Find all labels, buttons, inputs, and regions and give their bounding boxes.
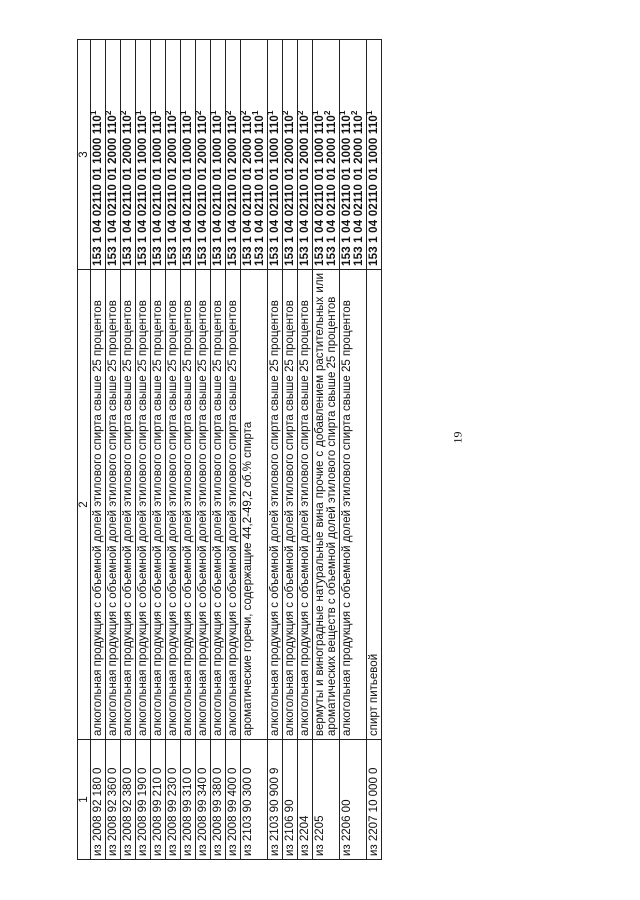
classifier-code-text: 153 1 04 02110 01 2000 110 <box>197 114 209 266</box>
tnved-code-cell: из 2008 92 360 0 <box>106 740 121 860</box>
classifier-code-superscript: 1 <box>179 110 189 115</box>
classifier-code-line <box>194 43 209 266</box>
classifier-code-cell <box>283 40 298 270</box>
classifier-code-superscript: 2 <box>104 110 114 115</box>
description-cell: алкогольная продукция с объемной долей этилового спирта свыше 25 процентов <box>91 270 106 740</box>
classifier-code-superscript: 1 <box>365 110 375 115</box>
classifier-code-superscript: 1 <box>338 110 348 115</box>
classifier-code-text: 153 1 04 02110 01 1000 110 <box>182 114 194 266</box>
description-cell: алкогольная продукция с объемной долей этилового спирта свыше 25 процентов <box>151 270 166 740</box>
tnved-code-cell: из 2008 92 180 0 <box>91 740 106 860</box>
classifier-code-text: 153 1 04 02110 01 2000 110 <box>122 114 134 266</box>
description-cell: алкогольная продукция с объемной долей этилового спирта свыше 25 процентов <box>196 270 211 740</box>
classifier-code-text: 153 1 04 02110 01 1000 110 <box>314 114 326 266</box>
description-cell: алкогольная продукция с объемной долей этилового спирта свыше 25 процентов <box>106 270 121 740</box>
table-row <box>313 40 340 860</box>
classifier-code-text: 153 1 04 02110 01 2000 110 <box>107 114 119 266</box>
tnved-code-cell: из 2008 99 400 0 <box>226 740 241 860</box>
table-row <box>91 40 106 860</box>
description-cell: ароматические горечи, содержащие 44,2-49,2 об.% спирта <box>241 270 268 740</box>
tnved-code-cell: из 2205 <box>313 740 340 860</box>
description-cell: алкогольная продукция с объемной долей этилового спирта свыше 25 процентов <box>211 270 226 740</box>
classifier-code-text: 153 1 04 02110 01 1000 110 <box>212 114 224 266</box>
classifier-code-superscript: 1 <box>311 110 321 115</box>
classifier-code-cell <box>151 40 166 270</box>
classifier-code-superscript: 2 <box>350 110 360 115</box>
tnved-code-cell: из 2008 92 380 0 <box>121 740 136 860</box>
classifier-code-line <box>89 43 104 266</box>
classifier-code-line <box>224 43 239 266</box>
classifier-code-superscript: 2 <box>323 110 333 115</box>
classifier-code-cell <box>196 40 211 270</box>
classifier-code-line <box>323 43 338 266</box>
tnved-code-cell: из 2008 99 230 0 <box>166 740 181 860</box>
classifier-code-cell <box>121 40 136 270</box>
tnved-code-cell: из 2204 <box>298 740 313 860</box>
classifier-code-superscript: 2 <box>239 110 249 115</box>
table-row <box>181 40 196 860</box>
classifier-code-line <box>311 43 326 266</box>
classifier-code-text: 153 1 04 02110 01 1000 110 <box>254 114 266 266</box>
table-row <box>241 40 268 860</box>
header-col-2: 2 <box>78 270 91 740</box>
table-row <box>121 40 136 860</box>
classifier-code-cell <box>211 40 226 270</box>
tnved-code-cell: из 2103 90 300 0 <box>241 740 268 860</box>
description-cell: алкогольная продукция с объемной долей этилового спирта свыше 25 процентов <box>166 270 181 740</box>
tnved-code-cell: из 2206 00 <box>340 740 367 860</box>
classifier-code-cell <box>136 40 151 270</box>
classifier-code-superscript: 2 <box>296 110 306 115</box>
tnved-code-cell: из 2008 99 340 0 <box>196 740 211 860</box>
classifier-code-cell <box>181 40 196 270</box>
classifier-code-line <box>179 43 194 266</box>
description-cell: алкогольная продукция с объемной долей этилового спирта свыше 25 процентов <box>121 270 136 740</box>
table-row <box>151 40 166 860</box>
classifier-code-cell <box>298 40 313 270</box>
classifier-code-superscript: 1 <box>89 110 99 115</box>
description-cell: алкогольная продукция с объемной долей этилового спирта свыше 25 процентов <box>298 270 313 740</box>
classifier-code-text: 153 1 04 02110 01 1000 110 <box>269 114 281 266</box>
page-number: 19 <box>450 431 465 444</box>
classifier-code-line <box>251 43 266 266</box>
header-col-1: 1 <box>78 740 91 860</box>
tnved-code-cell: из 2106 90 <box>283 740 298 860</box>
header-row <box>78 40 91 860</box>
classifier-code-text: 153 1 04 02110 01 2000 110 <box>299 114 311 266</box>
description-cell: алкогольная продукция с объемной долей этилового спирта свыше 25 процентов <box>181 270 196 740</box>
classifier-code-text: 153 1 04 02110 01 1000 110 <box>137 114 149 266</box>
classifier-code-line <box>266 43 281 266</box>
classifier-code-cell <box>166 40 181 270</box>
description-cell: алкогольная продукция с объемной долей этилового спирта свыше 25 процентов <box>226 270 241 740</box>
classifier-code-line <box>239 43 254 266</box>
table-row <box>106 40 121 860</box>
classifier-code-superscript: 1 <box>149 110 159 115</box>
classifier-code-cell <box>367 40 382 270</box>
tnved-code-cell: из 2008 99 210 0 <box>151 740 166 860</box>
classifier-code-line <box>209 43 224 266</box>
classifier-code-text: 153 1 04 02110 01 2000 110 <box>227 114 239 266</box>
tnved-code-cell: из 2008 99 310 0 <box>181 740 196 860</box>
classifier-code-line <box>281 43 296 266</box>
classifier-code-cell <box>313 40 340 270</box>
table-row <box>268 40 283 860</box>
classifier-code-superscript: 2 <box>281 110 291 115</box>
classifier-code-cell <box>340 40 367 270</box>
classifier-code-text: 153 1 04 02110 01 2000 110 <box>353 114 365 266</box>
description-cell: алкогольная продукция с объемной долей этилового спирта свыше 25 процентов <box>136 270 151 740</box>
classifier-code-text: 153 1 04 02110 01 1000 110 <box>152 114 164 266</box>
classifier-code-superscript: 1 <box>266 110 276 115</box>
tnved-code-cell: из 2103 90 900 9 <box>268 740 283 860</box>
table-row <box>166 40 181 860</box>
classifier-code-cell <box>226 40 241 270</box>
table-row <box>136 40 151 860</box>
table-row <box>196 40 211 860</box>
classifier-code-cell <box>268 40 283 270</box>
tnved-code-cell: из 2008 99 380 0 <box>211 740 226 860</box>
classifier-code-text: 153 1 04 02110 01 2000 110 <box>167 114 179 266</box>
description-cell: алкогольная продукция с объемной долей этилового спирта свыше 25 процентов <box>268 270 283 740</box>
classifier-code-cell <box>91 40 106 270</box>
classifier-code-superscript: 1 <box>134 110 144 115</box>
classifier-code-line <box>164 43 179 266</box>
table-row <box>211 40 226 860</box>
tnved-code-cell: из 2207 10 000 0 <box>367 740 382 860</box>
description-cell: алкогольная продукция с объемной долей этилового спирта свыше 25 процентов <box>283 270 298 740</box>
classifier-code-text: 153 1 04 02110 01 1000 110 <box>368 114 380 266</box>
description-cell: вермуты и виноградные натуральные вина прочие с добавлением растительных или ароматических веществ с объемной долей этилового спирта свыше 25 процентов <box>313 270 340 740</box>
classifier-code-text: 153 1 04 02110 01 2000 110 <box>326 114 338 266</box>
table-row <box>226 40 241 860</box>
header-col-3: 3 <box>78 40 91 270</box>
classifier-code-superscript: 2 <box>224 110 234 115</box>
classifier-code-cell <box>106 40 121 270</box>
rotated-table-sheet <box>77 40 572 860</box>
classifier-code-superscript: 1 <box>209 110 219 115</box>
description-cell: спирт питьевой <box>367 270 382 740</box>
table-body <box>91 40 382 860</box>
classifier-code-superscript: 2 <box>119 110 129 115</box>
tnved-code-cell: из 2008 99 190 0 <box>136 740 151 860</box>
table-row <box>298 40 313 860</box>
classifier-code-line <box>104 43 119 266</box>
classifier-code-superscript: 2 <box>164 110 174 115</box>
classifier-code-line <box>365 43 380 266</box>
classifier-code-text: 153 1 04 02110 01 1000 110 <box>92 114 104 266</box>
classifier-code-line <box>338 43 353 266</box>
classifier-code-superscript: 2 <box>194 110 204 115</box>
classifier-code-line <box>350 43 365 266</box>
table-row <box>340 40 367 860</box>
table-row <box>283 40 298 860</box>
classifier-code-text: 153 1 04 02110 01 1000 110 <box>341 114 353 266</box>
classifier-code-text: 153 1 04 02110 01 2000 110 <box>242 114 254 266</box>
description-cell: алкогольная продукция с объемной долей этилового спирта свыше 25 процентов <box>340 270 367 740</box>
classifier-code-superscript: 1 <box>251 110 261 115</box>
classifier-code-cell <box>241 40 268 270</box>
classifier-code-line <box>296 43 311 266</box>
classifier-code-line <box>134 43 149 266</box>
classifier-code-line <box>119 43 134 266</box>
classifier-code-line <box>149 43 164 266</box>
table-row <box>367 40 382 860</box>
tariff-table <box>77 39 382 860</box>
classifier-code-text: 153 1 04 02110 01 2000 110 <box>284 114 296 266</box>
